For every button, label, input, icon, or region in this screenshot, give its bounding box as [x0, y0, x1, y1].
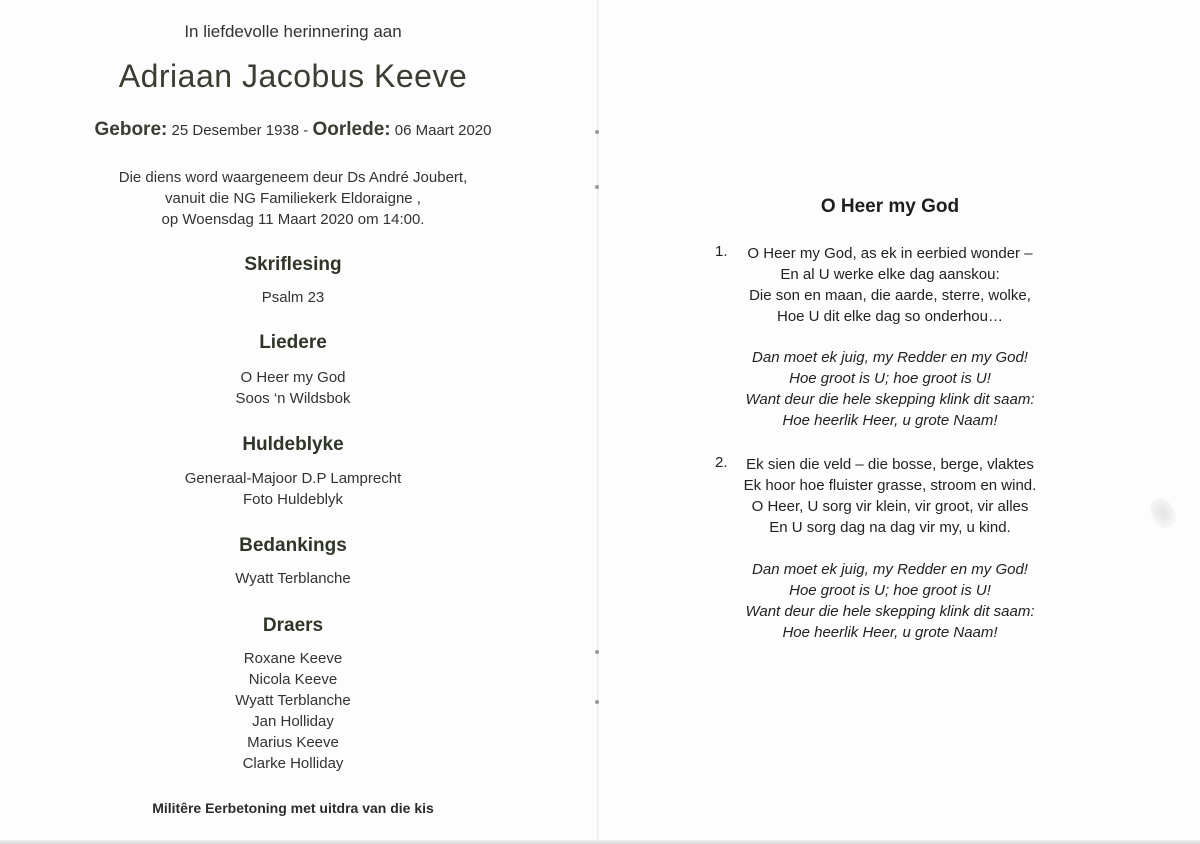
- service-line: vanuit die NG Familiekerk Eldoraigne ,: [165, 190, 421, 207]
- section-list-bedankings: [0, 568, 586, 589]
- verse-1: [600, 243, 1180, 327]
- list-item: Nicola Keeve: [248, 671, 338, 688]
- list-item: Psalm 23: [261, 289, 325, 306]
- service-line: Die diens word waargeneem deur Ds André Joubert,: [118, 169, 468, 186]
- fold-mark: [595, 700, 599, 704]
- chorus-line: Want deur die hele skepping klink dit saam:: [745, 603, 1035, 620]
- verse-line: Die son en maan, die aarde, sterre, wolke,: [749, 287, 1031, 304]
- section-heading-liedere: Liedere: [259, 332, 327, 353]
- born-label: Gebore:: [94, 119, 168, 140]
- verse-line: O Heer, U sorg vir klein, vir groot, vir alles: [751, 498, 1029, 515]
- list-item: Jan Holliday: [252, 713, 334, 730]
- section-heading-skriflesing: Skriflesing: [244, 254, 342, 275]
- fold-mark: [595, 650, 599, 654]
- died-date: 06 Maart 2020: [394, 122, 492, 139]
- chorus-line: Want deur die hele skepping klink dit saam:: [745, 391, 1035, 408]
- list-item: Roxane Keeve: [243, 650, 343, 667]
- list-item: Soos ‘n Wildsbok: [235, 390, 351, 407]
- chorus-2: [600, 559, 1180, 643]
- verse-line: O Heer my God, as ek in eerbied wonder –: [747, 245, 1033, 262]
- deceased-name: Adriaan Jacobus Keeve: [118, 58, 468, 94]
- chorus-line: Dan moet ek juig, my Redder en my God!: [752, 349, 1028, 366]
- verse-number: 1.: [715, 243, 728, 260]
- section-list-draers: [0, 648, 586, 774]
- list-item: Generaal-Majoor D.P Lamprecht: [184, 470, 402, 487]
- chorus-line: Hoe groot is U; hoe groot is U!: [789, 370, 991, 387]
- section-list-liedere: [0, 367, 586, 409]
- verse-line: Ek sien die veld – die bosse, berge, vlaktes: [746, 456, 1034, 473]
- list-item: Clarke Holliday: [242, 755, 344, 772]
- chorus-line: Hoe heerlik Heer, u grote Naam!: [782, 412, 998, 429]
- chorus-1: [600, 347, 1180, 431]
- hymn-title: O Heer my God: [820, 196, 960, 217]
- fold-mark: [595, 130, 599, 134]
- life-dates: [0, 119, 586, 141]
- verse-2: [600, 454, 1180, 538]
- list-item: Marius Keeve: [247, 734, 339, 751]
- fold-mark: [595, 185, 599, 189]
- section-list-skriflesing: [0, 287, 586, 308]
- chorus-line: Hoe groot is U; hoe groot is U!: [789, 582, 991, 599]
- page-fold: [597, 0, 599, 844]
- chorus-line: Hoe heerlik Heer, u grote Naam!: [782, 624, 998, 641]
- list-item: Foto Huldeblyk: [242, 491, 344, 508]
- verse-line: Hoe U dit elke dag so onderhou…: [777, 308, 1003, 325]
- verse-number: 2.: [715, 454, 728, 471]
- list-item: O Heer my God: [240, 369, 346, 386]
- list-item: Wyatt Terblanche: [235, 692, 351, 709]
- service-line: op Woensdag 11 Maart 2020 om 14:00.: [161, 211, 425, 228]
- closing-note: Militêre Eerbetoning met uitdra van die kis: [152, 800, 434, 816]
- verse-line: Ek hoor hoe fluister grasse, stroom en wind.: [743, 477, 1037, 494]
- verse-line: En al U werke elke dag aanskou:: [780, 266, 1000, 283]
- section-heading-bedankings: Bedankings: [239, 535, 347, 556]
- left-page: [0, 0, 590, 844]
- section-heading-draers: Draers: [262, 615, 324, 636]
- chorus-line: Dan moet ek juig, my Redder en my God!: [752, 561, 1028, 578]
- list-item: Wyatt Terblanche: [235, 570, 351, 587]
- died-label: Oorlede:: [312, 119, 391, 140]
- section-heading-huldeblyke: Huldeblyke: [242, 434, 344, 455]
- intro-text: In liefdevolle herinnering aan: [184, 22, 402, 41]
- date-separator: -: [303, 122, 309, 139]
- right-page: [600, 0, 1200, 844]
- verse-line: En U sorg dag na dag vir my, u kind.: [769, 519, 1011, 536]
- section-list-huldeblyke: [0, 468, 586, 510]
- service-details: [0, 167, 586, 230]
- born-date: 25 Desember 1938: [171, 122, 300, 139]
